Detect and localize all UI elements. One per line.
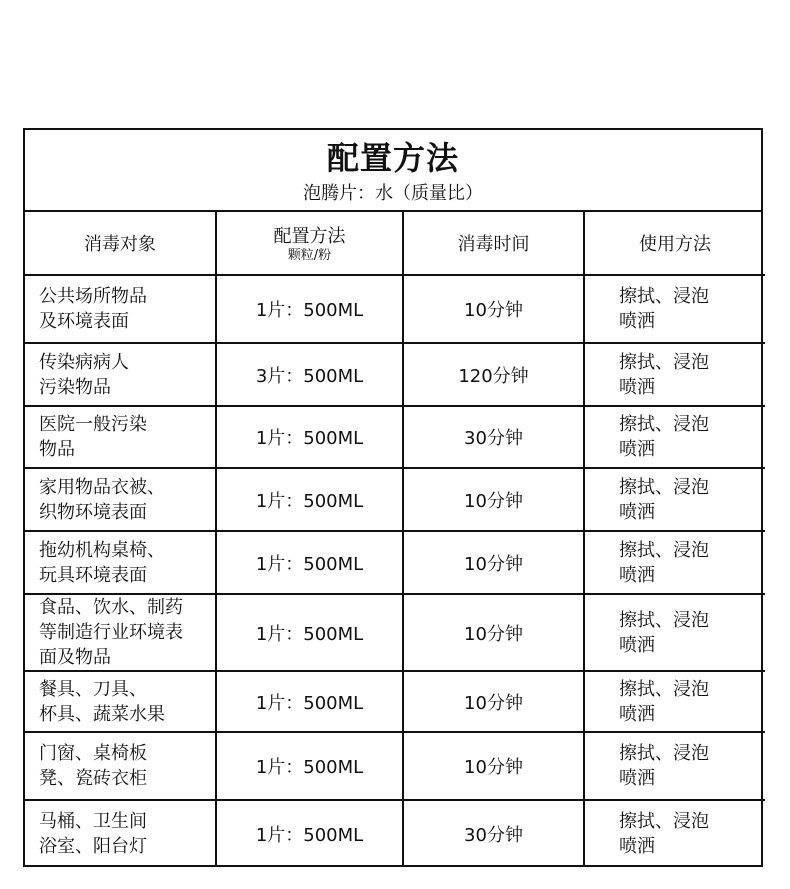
cell-time: 30分钟: [403, 800, 584, 867]
cell-target: [25, 800, 216, 867]
method-line: 喷洒: [619, 836, 655, 857]
cell-ratio: 1片：500ML: [216, 275, 403, 343]
header-ratio: [216, 212, 403, 275]
method-line: 擦拭、浸泡: [619, 678, 709, 700]
method-line: 喷洒: [619, 564, 655, 586]
header-row: [25, 212, 765, 275]
table-row: [25, 275, 765, 343]
cell-method: [584, 671, 765, 732]
target-line: 及环境表面: [39, 311, 129, 332]
page-title: 配置方法: [326, 139, 459, 177]
method-line: 擦拭、浸泡: [619, 811, 709, 832]
method-line: 喷洒: [619, 439, 655, 460]
cell-time: 30分钟: [403, 406, 584, 468]
target-line: 马桶、卫生间: [39, 811, 147, 832]
header-ratio-sublabel: 颗粒/粉: [287, 248, 332, 263]
cell-method: [584, 468, 765, 531]
cell-target: [25, 468, 216, 531]
method-line: 喷洒: [619, 634, 655, 656]
title-block: [25, 130, 761, 212]
config-table-frame: [23, 128, 763, 867]
target-line: 公共场所物品: [39, 286, 147, 307]
table-row: [25, 468, 765, 531]
method-line: 喷洒: [619, 376, 655, 398]
cell-target: [25, 671, 216, 732]
target-line: 浴室、阳台灯: [39, 836, 147, 857]
cell-ratio: 1片：500ML: [216, 594, 403, 671]
table-row: [25, 531, 765, 594]
target-line: 等制造行业环境表: [39, 622, 183, 643]
target-line: 杯具、蔬菜水果: [39, 703, 165, 725]
target-line: 玩具环境表面: [39, 564, 147, 586]
cell-method: [584, 275, 765, 343]
cell-method: [584, 343, 765, 406]
method-line: 擦拭、浸泡: [619, 414, 709, 435]
method-line: 擦拭、浸泡: [619, 351, 709, 373]
method-line: 喷洒: [619, 501, 655, 523]
table-row: [25, 732, 765, 800]
target-line: 物品: [39, 439, 75, 460]
table-row: [25, 594, 765, 671]
method-line: 擦拭、浸泡: [619, 286, 709, 307]
cell-time: 10分钟: [403, 732, 584, 800]
target-line: 凳、瓷砖衣柜: [39, 768, 147, 789]
cell-ratio: 1片：500ML: [216, 671, 403, 732]
header-target-label: 消毒对象: [84, 234, 156, 255]
cell-time: 10分钟: [403, 275, 584, 343]
method-line: 擦拭、浸泡: [619, 743, 709, 764]
cell-method: [584, 800, 765, 867]
header-ratio-label: 配置方法: [273, 226, 346, 247]
method-line: 喷洒: [619, 311, 655, 332]
cell-time: 10分钟: [403, 468, 584, 531]
method-line: 擦拭、浸泡: [619, 609, 709, 631]
cell-target: [25, 732, 216, 800]
target-line: 面及物品: [39, 647, 111, 668]
header-method-label: 使用方法: [639, 234, 711, 255]
cell-method: [584, 406, 765, 468]
cell-target: [25, 531, 216, 594]
cell-method: [584, 594, 765, 671]
method-line: 擦拭、浸泡: [619, 539, 709, 561]
method-line: 擦拭、浸泡: [619, 476, 709, 498]
page-subtitle: 泡腾片：水（质量比）: [303, 183, 483, 204]
cell-method: [584, 531, 765, 594]
table-row: [25, 800, 765, 867]
method-line: 喷洒: [619, 768, 655, 789]
table-body: [25, 275, 765, 867]
cell-ratio: 1片：500ML: [216, 531, 403, 594]
target-line: 餐具、刀具、: [39, 678, 147, 700]
cell-time: 10分钟: [403, 671, 584, 732]
table-row: [25, 343, 765, 406]
cell-target: [25, 275, 216, 343]
cell-target: [25, 594, 216, 671]
target-line: 医院一般污染: [39, 414, 147, 435]
cell-target: [25, 406, 216, 468]
cell-time: 10分钟: [403, 531, 584, 594]
cell-time: 120分钟: [403, 343, 584, 406]
target-line: 污染物品: [39, 376, 111, 398]
cell-ratio: 1片：500ML: [216, 732, 403, 800]
target-line: 家用物品衣被、: [39, 476, 165, 498]
target-line: 传染病病人: [39, 351, 129, 373]
header-time: [403, 212, 584, 275]
header-time-label: 消毒时间: [457, 234, 530, 255]
target-line: 织物环境表面: [39, 501, 147, 523]
cell-time: 10分钟: [403, 594, 584, 671]
table-row: [25, 406, 765, 468]
cell-ratio: 3片：500ML: [216, 343, 403, 406]
header-target: [25, 212, 216, 275]
target-line: 食品、饮水、制药: [39, 597, 183, 618]
method-line: 喷洒: [619, 703, 655, 725]
table-row: [25, 671, 765, 732]
cell-ratio: 1片：500ML: [216, 800, 403, 867]
cell-method: [584, 732, 765, 800]
cell-ratio: 1片：500ML: [216, 406, 403, 468]
target-line: 门窗、桌椅板: [39, 743, 147, 764]
target-line: 拖幼机构桌椅、: [39, 539, 165, 561]
disinfection-table: [25, 212, 765, 867]
cell-ratio: 1片：500ML: [216, 468, 403, 531]
cell-target: [25, 343, 216, 406]
header-method: [584, 212, 765, 275]
